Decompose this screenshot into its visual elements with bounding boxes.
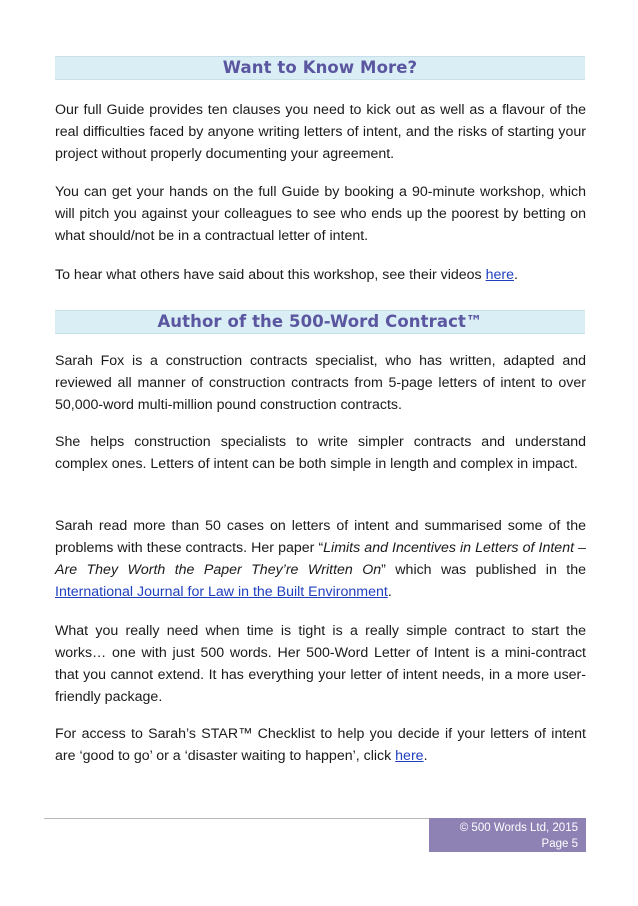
paragraph-text: Our full Guide provides ten clauses you need to kick out as well as a flavour of the real difficulties faced by anyone writing letters of intent, and the risks of starting your project without properly documenting your agreement. [55,102,586,162]
paragraph-500-word-letter [55,620,586,708]
checklist-here-link[interactable]: here [395,748,424,764]
paragraph-text: You can get your hands on the full Guide by booking a 90-minute workshop, which will pitch you against your colleagues to see who ends up the poorest by betting on what should/not be in a contractual letter of intent. [55,184,586,244]
paragraph-text: Sarah Fox is a construction contracts specialist, who has written, adapted and reviewed all manner of construction contracts from 5-page letters of intent to over 50,000-word multi-million pound construction contracts. [55,353,586,413]
paragraph-text: To hear what others have said about this workshop, see their videos [55,267,486,283]
videos-here-link[interactable]: here [485,267,515,283]
section-heading-text: Want to Know More? [222,58,418,77]
footer-divider [44,818,429,819]
footer-box [429,818,586,852]
paragraph-text-end: . [514,267,518,283]
paragraph-text-end: . [387,584,392,600]
section-heading-text: Author of the 500-Word Contract™ [157,312,483,331]
paragraph-text: She helps construction specialists to write simpler contracts and understand complex ones. Letters of intent can be both simple in length and complex in impact. [55,434,586,472]
paragraph-text-end: . [423,748,428,764]
paragraph-text: For access to Sarah’s STAR™ Checklist to help you decide if your letters of intent are ‘good to go’ or a ‘disaster waiting to happen’, click [55,726,586,764]
section-heading-author [55,310,585,334]
paragraph-videos [55,264,586,286]
paragraph-star-checklist [55,723,586,767]
footer-page-number: Page 5 [541,838,578,850]
paragraph-helps-specialists [55,431,586,475]
paper-title: Limits and Incentives in Letters of Intent – Are They Worth the Paper They’re Written On [55,540,586,578]
paragraph-text: Sarah read more than 50 cases on letters of intent and summarised some of the problems with these contracts. Her paper “ [55,518,586,556]
journal-link[interactable]: International Journal for Law in the Built Environment [55,584,388,600]
paragraph-full-guide [55,99,586,165]
footer-copyright: © 500 Words Ltd, 2015 [459,822,578,834]
paragraph-text-middle: ” which was published in the [381,562,586,578]
paragraph-research-paper [55,515,586,603]
paragraph-sarah-fox [55,350,586,416]
paragraph-text: What you really need when time is tight is a really simple contract to start the works… one with just 500 words. Her 500-Word Letter of Intent is a mini-contract that you cannot extend. It has everything your letter of intent needs, in a more user-friendly package. [55,623,586,705]
section-heading-want-to-know-more [55,56,585,80]
paragraph-workshop [55,181,586,247]
